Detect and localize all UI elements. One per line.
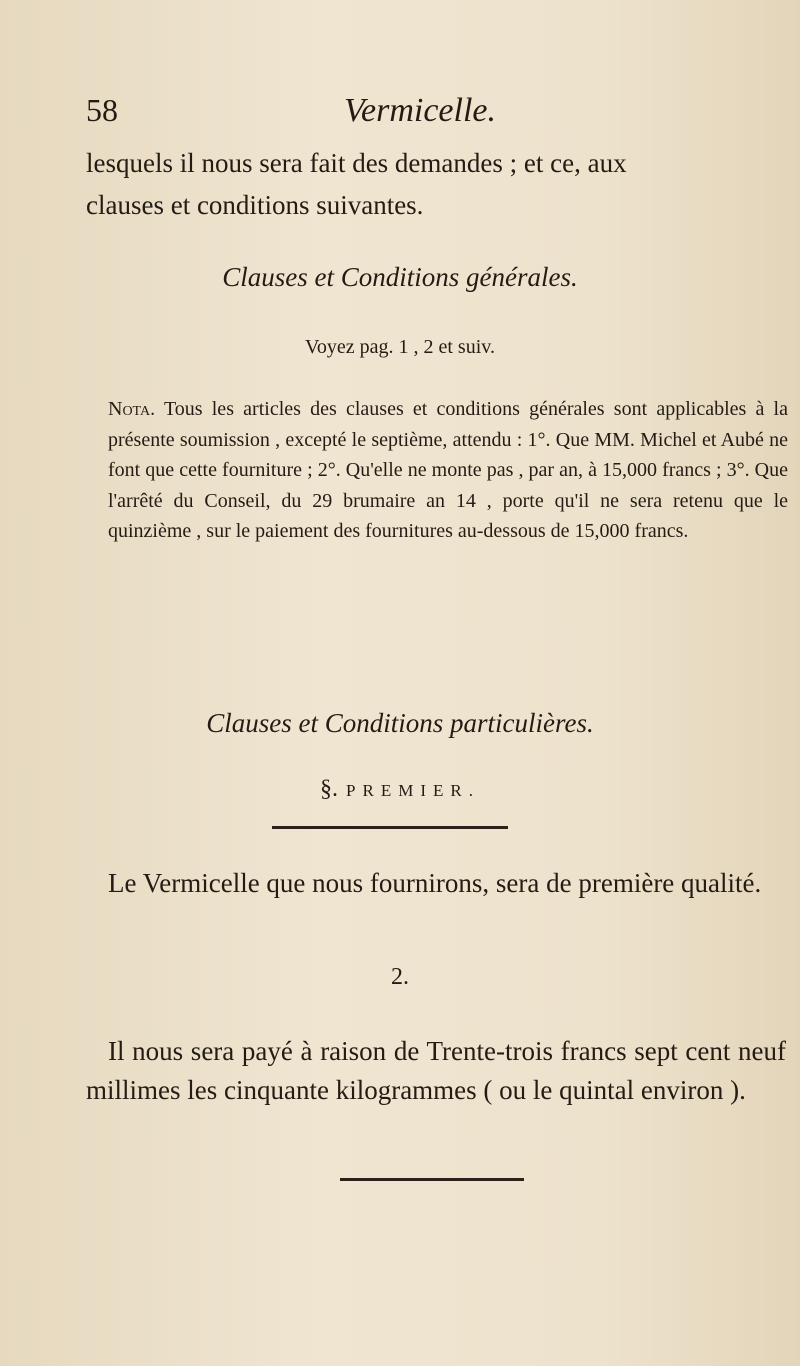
general-conditions-heading: Clauses et Conditions générales. [222,262,578,292]
nota-paragraph [108,394,788,547]
article-premier-label [0,776,800,803]
article-2-text: Il nous sera payé à raison de Trente-trois francs sept cent neuf millimes les cinquante kilogrammes ( ou le quintal environ ). [86,1036,786,1105]
nota-text: Tous les articles des clauses et conditions générales sont applicables à la présente soumission , excepté le septième, attendu : 1°. Que MM. Michel et Aubé ne font que cette fourniture ; 2°. Qu'elle ne monte pas , par an, à 15,000 francs ; 3°. Que l'arrêté du Conseil, du 29 brumaire an 14 , porte qu'il ne sera retenu que le quinzième , sur le paiement des fournitures au-dessous de 15,000 francs. [108,398,788,542]
nota-label: Nota. [108,398,156,420]
intro-line-2: clauses et conditions suivantes. [86,190,424,220]
page-number: 58 [86,92,118,128]
particular-conditions-heading: Clauses et Conditions particulières. [206,708,594,738]
running-title: Vermicelle. [344,92,496,129]
premier-label: PREMIER. [346,781,480,800]
page-header [86,92,766,132]
end-rule [340,1178,524,1181]
article-1-text: Le Vermicelle que nous fournirons, sera de première qualité. [108,868,762,898]
section-sign: §. [320,776,339,802]
intro-line-1: lesquels il nous sera fait des demandes ; et ce, aux [86,148,627,178]
page-reference: Voyez pag. 1 , 2 et suiv. [305,336,495,358]
article-2-number: 2. [391,964,409,990]
divider-rule [272,826,508,829]
